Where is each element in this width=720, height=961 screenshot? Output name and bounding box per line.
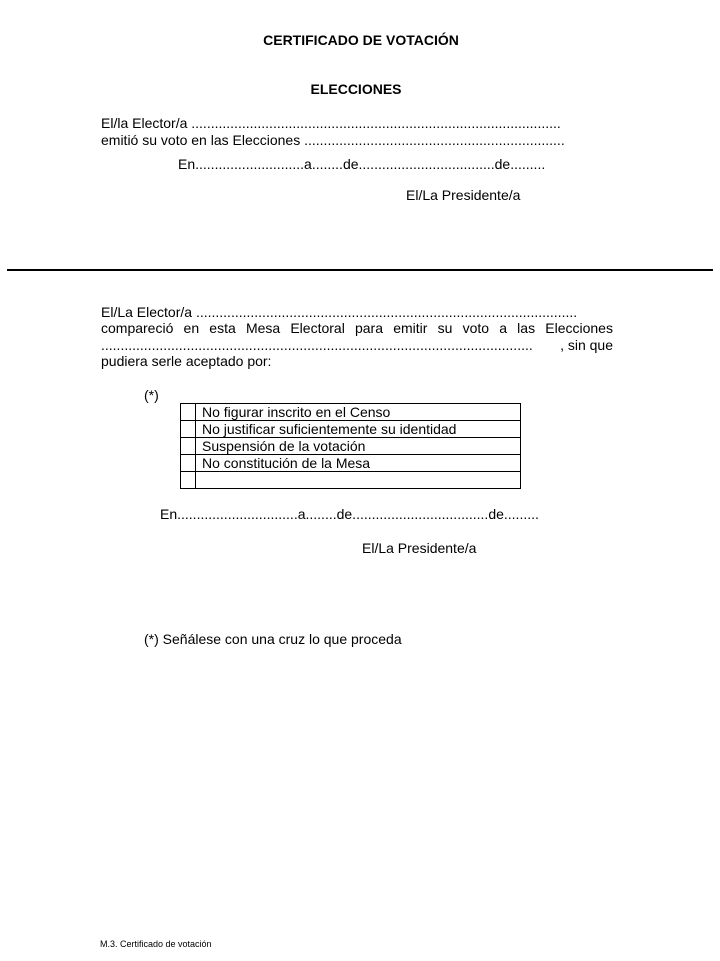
president-signature-label-2: El/La Presidente/a — [362, 540, 477, 556]
appeared-word: en — [183, 320, 200, 336]
footnote: (*) Señálese con una cruz lo que proceda — [144, 631, 402, 647]
reason-row — [181, 404, 521, 421]
date-line: En............................a........de...................................de......... — [178, 156, 546, 172]
reason-checkbox[interactable] — [181, 472, 196, 489]
reason-checkbox[interactable] — [181, 455, 196, 472]
elections-dots: ............................................................................................................... — [101, 337, 533, 353]
reason-label: No figurar inscrito en el Censo — [196, 404, 521, 421]
reason-row — [181, 472, 521, 489]
reason-label: No justificar suficientemente su identidad — [196, 421, 521, 438]
reason-row — [181, 455, 521, 472]
document-subtitle: ELECCIONES — [310, 81, 402, 97]
reason-checkbox[interactable] — [181, 404, 196, 421]
section-divider — [7, 269, 713, 271]
note-marker: (*) — [144, 387, 159, 403]
reason-row — [181, 421, 521, 438]
appeared-word: las — [517, 320, 536, 336]
elector-line-2: El/La Elector/a .................................................................................................. — [101, 304, 578, 320]
appeared-word: compareció — [101, 320, 174, 336]
date-line-2: En...............................a........de...................................de......... — [160, 506, 539, 522]
reason-label — [196, 472, 521, 489]
reason-checkbox[interactable] — [181, 438, 196, 455]
without-being-text: , sin que — [560, 337, 613, 353]
appeared-word: emitir — [393, 320, 428, 336]
appeared-word: esta — [209, 320, 236, 336]
appeared-text-line — [101, 320, 613, 336]
elector-line: El/la Elector/a ............................................................................................... — [101, 115, 561, 131]
reason-intro: pudiera serle aceptado por: — [101, 353, 272, 369]
vote-elections-line: emitió su voto en las Elecciones ................................................................... — [101, 132, 565, 148]
document-title: CERTIFICADO DE VOTACIÓN — [263, 32, 459, 48]
appeared-word: Electoral — [290, 320, 345, 336]
appeared-word: Mesa — [245, 320, 281, 336]
reason-checkbox[interactable] — [181, 421, 196, 438]
appeared-word: para — [354, 320, 384, 336]
reasons-table — [180, 403, 521, 489]
reason-label: Suspensión de la votación — [196, 438, 521, 455]
appeared-word: Elecciones — [545, 320, 613, 336]
elections-dots-line — [101, 337, 613, 353]
reason-row — [181, 438, 521, 455]
appeared-word: su — [437, 320, 453, 336]
form-code-footer: M.3. Certificado de votación — [100, 939, 212, 949]
appeared-word: voto — [462, 320, 490, 336]
reason-label: No constitución de la Mesa — [196, 455, 521, 472]
appeared-word: a — [499, 320, 507, 336]
president-signature-label: El/La Presidente/a — [406, 187, 521, 203]
